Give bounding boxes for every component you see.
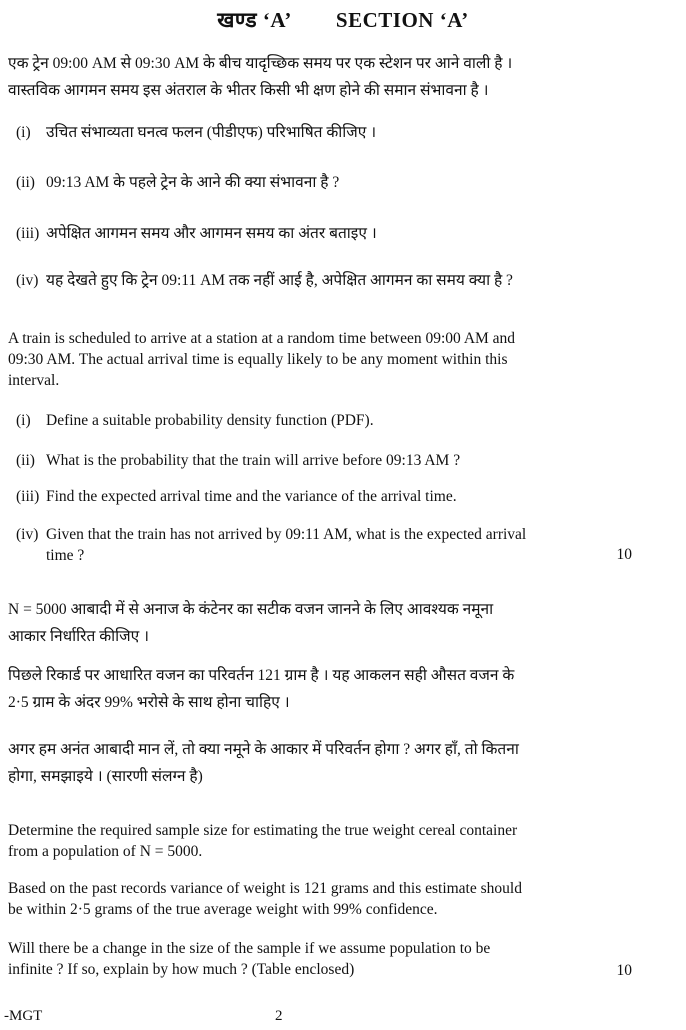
paper-code: -MGT bbox=[4, 1008, 43, 1024]
q2-hindi-para-1: N = 5000 आबादी में से अनाज के कंटेनर का सटीक वजन जानने के लिए आवश्यक नमूना आकार निर्धारित कीजिए । bbox=[8, 601, 494, 645]
q2-english-para-3: Will there be a change in the size of the sample if we assume population to be infinite ? If so, explain by how much ? (Table enclosed) bbox=[8, 940, 491, 978]
section-heading-english: SECTION ‘A’ bbox=[335, 8, 469, 32]
q1-hindi-intro: एक ट्रेन 09:00 AM से 09:30 AM के बीच यादृच्छिक समय पर एक स्टेशन पर आने वाली है । वास्तविक आगमन समय इस अंतराल के भीतर किसी भी क्षण होने की समान संभावना है । bbox=[8, 55, 513, 99]
page-number: 2 bbox=[275, 1008, 283, 1024]
q1-hindi-part-2: (ii) 09:13 AM के पहले ट्रेन के आने की क्या संभावना है ? bbox=[16, 174, 340, 191]
q2-english-para-2: Based on the past records variance of weight is 121 grams and this estimate should be within 2·5 grams of the true average weight with 99% confidence. bbox=[8, 880, 522, 918]
q2-english-para-1: Determine the required sample size for estimating the true weight cereal container from a population of N = 5000. bbox=[8, 822, 518, 860]
q1-hindi-part-3: (iii) अपेक्षित आगमन समय और आगमन समय का अंतर बताइए । bbox=[16, 225, 377, 242]
q1-english-part-2: (ii) What is the probability that the train will arrive before 09:13 AM ? bbox=[16, 452, 461, 469]
section-heading-hindi: खण्ड ‘A’ bbox=[217, 8, 292, 32]
q2-hindi-para-2: पिछले रिकार्ड पर आधारित वजन का परिवर्तन 121 ग्राम है । यह आकलन सही औसत वजन के 2·5 ग्राम के अंदर 99% भरोसे के साथ होना चाहिए । bbox=[8, 667, 515, 711]
q1-english-part-4: (iv) Given that the train has not arrived by 09:11 AM, what is the expected arrival time ? bbox=[16, 526, 527, 564]
q1-hindi-part-1: (i) उचित संभाव्यता घनत्व फलन (पीडीएफ) परिभाषित कीजिए । bbox=[16, 124, 377, 141]
q1-marks: 10 bbox=[616, 546, 632, 563]
q1-english-part-1: (i) Define a suitable probability density function (PDF). bbox=[16, 412, 374, 429]
q1-english-part-3: (iii) Find the expected arrival time and the variance of the arrival time. bbox=[16, 488, 457, 505]
q2-marks: 10 bbox=[616, 962, 632, 979]
q1-english-intro: A train is scheduled to arrive at a station at a random time between 09:00 AM and 09:30 AM. The actual arrival time is equally likely to be any moment within this interval. bbox=[8, 330, 516, 389]
section-heading bbox=[0, 6, 686, 34]
q2-hindi-para-3: अगर हम अनंत आबादी मान लें, तो क्या नमूने के आकार में परिवर्तन होगा ? अगर हाँ, तो कितना होगा, समझाइये । (सारणी संलग्न है) bbox=[8, 741, 519, 785]
q1-hindi-part-4: (iv) यह देखते हुए कि ट्रेन 09:11 AM तक नहीं आई है, अपेक्षित आगमन का समय क्या है ? bbox=[16, 272, 513, 289]
